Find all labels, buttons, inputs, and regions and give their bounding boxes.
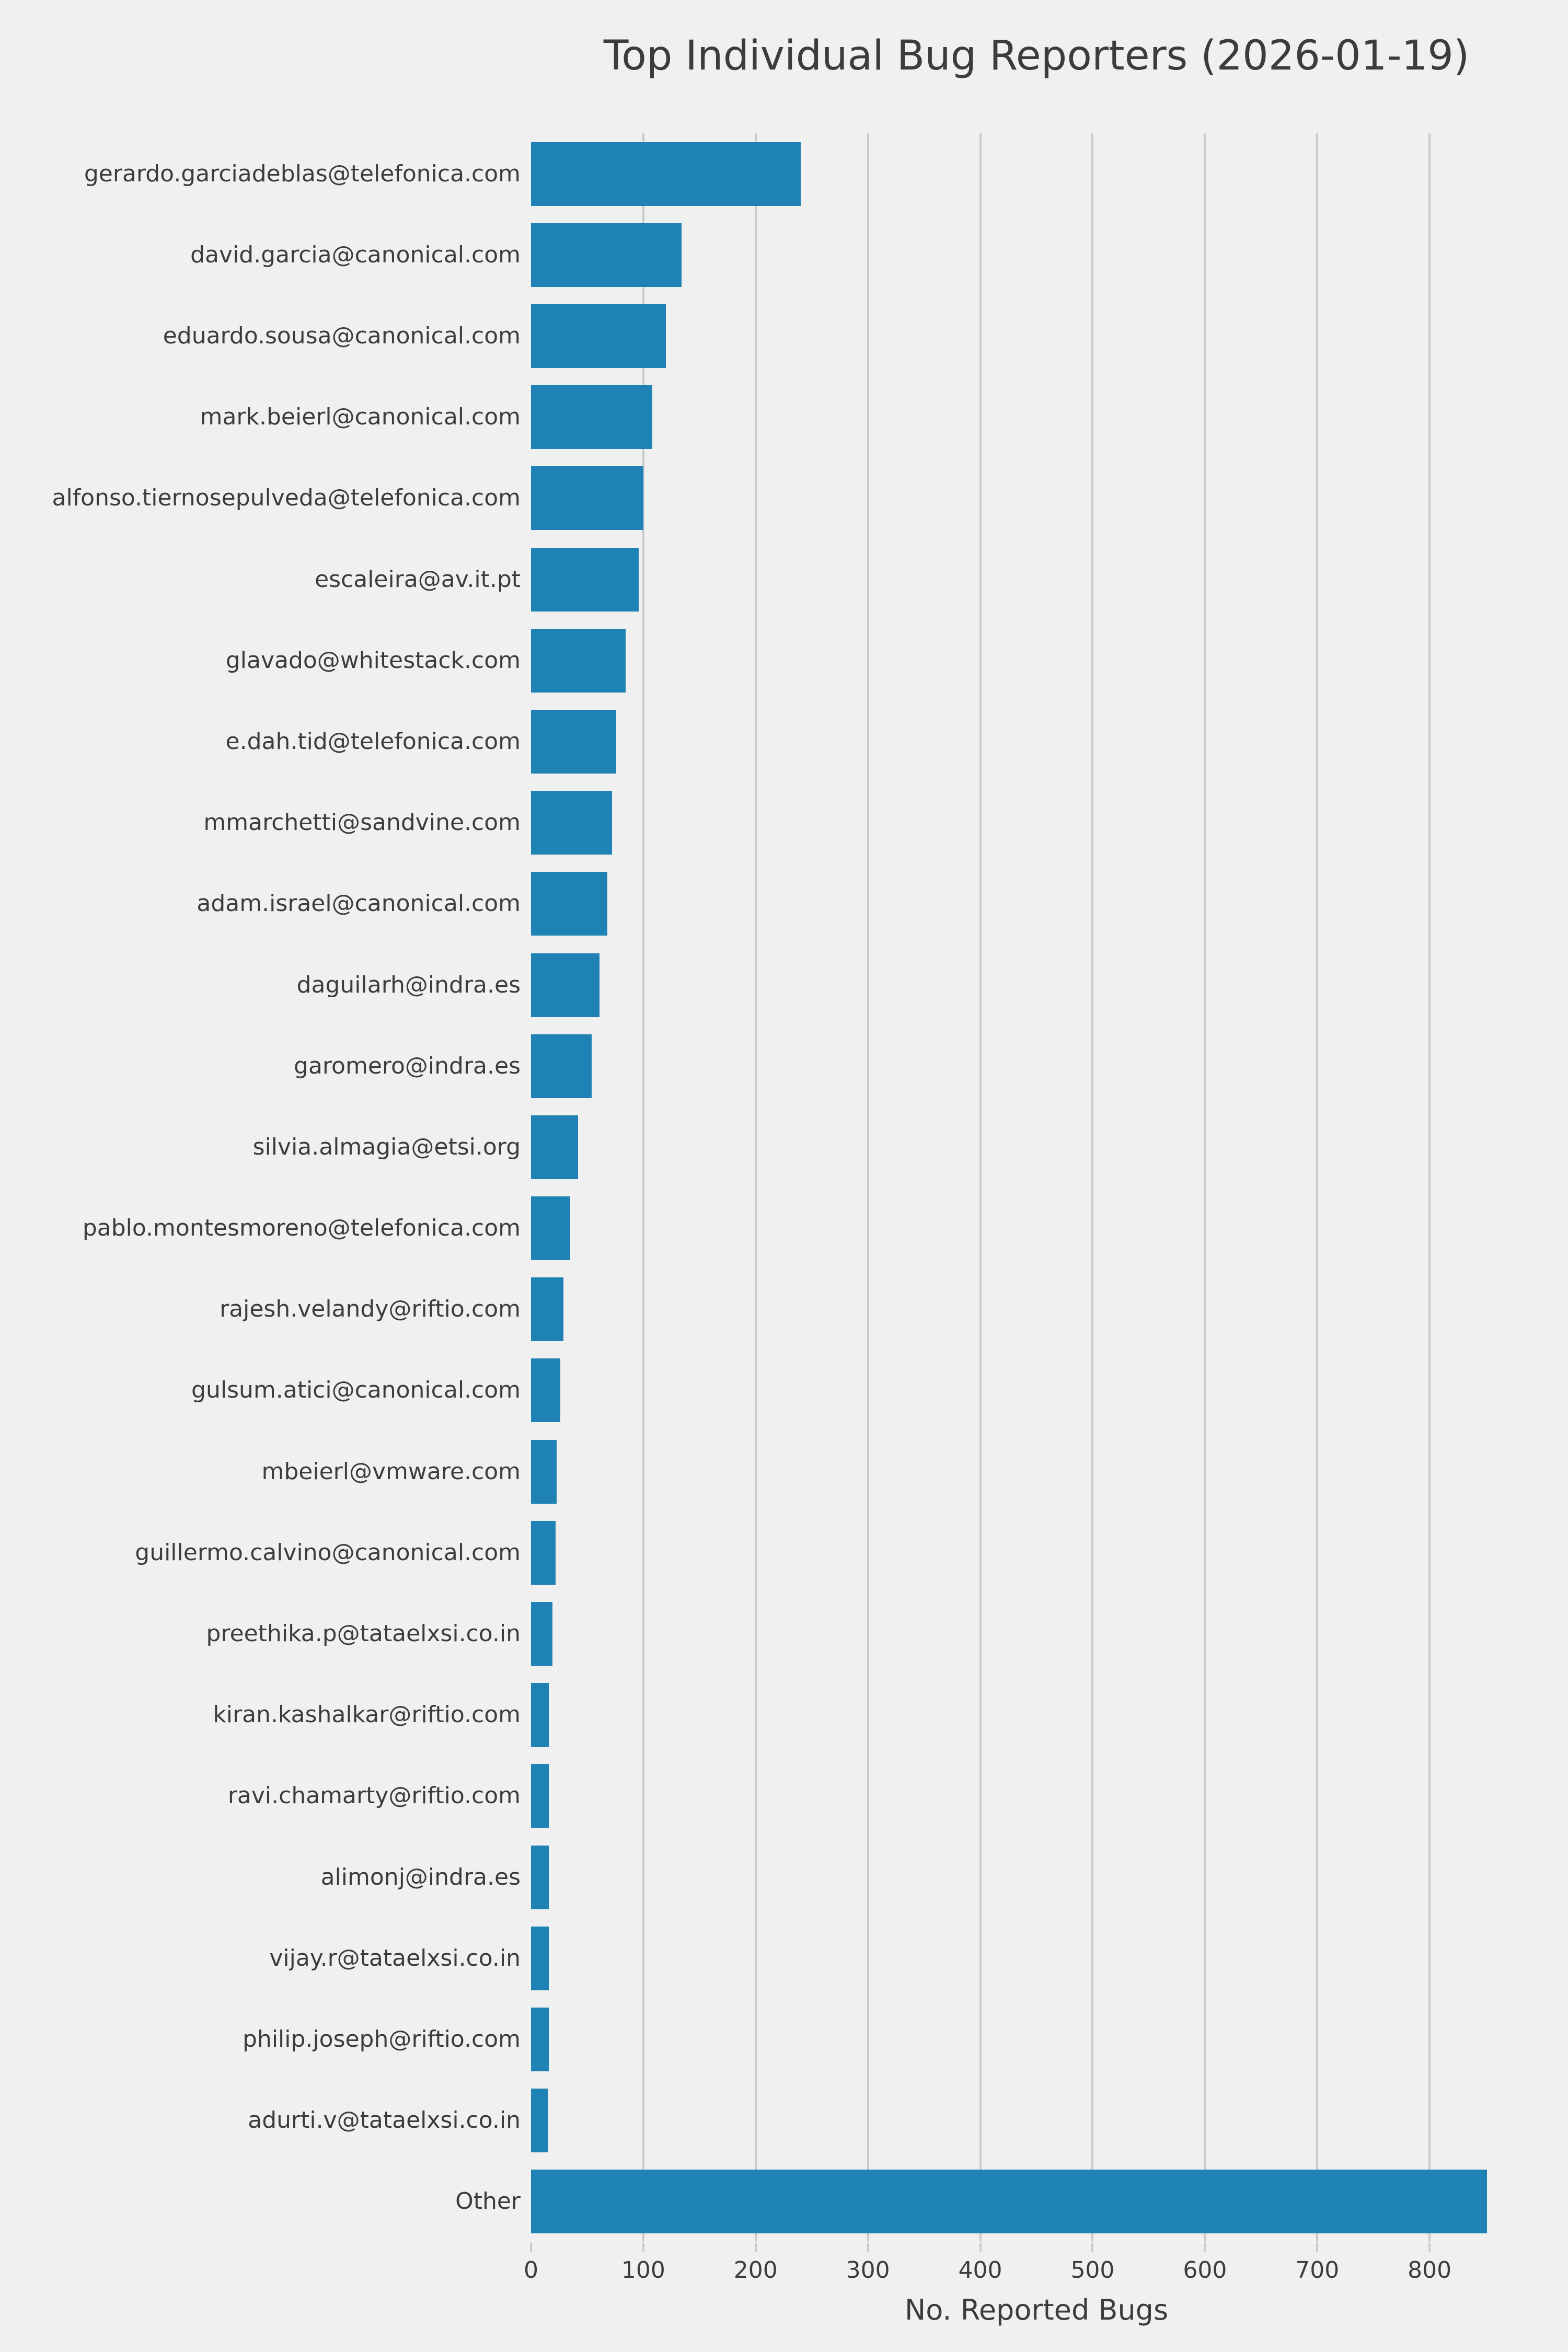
- bar-reporter: [531, 629, 626, 693]
- y-tick-label: garomero@indra.es: [294, 1052, 521, 1079]
- gridline: [642, 133, 644, 2242]
- bar-reporter: [531, 1764, 549, 1828]
- x-tick-label: 0: [524, 2257, 538, 2284]
- y-tick-label: adurti.v@tataelxsi.co.in: [248, 2107, 521, 2134]
- bar-reporter: [531, 385, 652, 449]
- y-tick-label: guillermo.calvino@canonical.com: [135, 1539, 521, 1566]
- y-tick-label: e.dah.tid@telefonica.com: [225, 728, 521, 755]
- x-axis-label: No. Reported Bugs: [904, 2293, 1169, 2326]
- bar-reporter: [531, 953, 599, 1017]
- y-tick-label: preethika.p@tataelxsi.co.in: [206, 1620, 521, 1647]
- bar-reporter: [531, 1927, 549, 1990]
- y-tick-label: silvia.almagia@etsi.org: [252, 1133, 521, 1160]
- x-tick: [867, 2243, 869, 2252]
- gridline: [755, 133, 757, 2242]
- bar-reporter: [531, 1277, 563, 1341]
- bar-other: [531, 2170, 1487, 2233]
- bar-reporter: [531, 2089, 548, 2152]
- bar-reporter: [531, 1115, 578, 1179]
- chart-title: Top Individual Bug Reporters (2026-01-19): [603, 32, 1470, 79]
- bar-reporter: [531, 791, 612, 855]
- bar-reporter: [531, 1196, 570, 1260]
- bar-reporter: [531, 1521, 556, 1585]
- bar-reporter: [531, 1358, 560, 1422]
- y-tick-label: mark.beierl@canonical.com: [200, 403, 521, 431]
- gridline: [1428, 133, 1431, 2242]
- x-tick-label: 300: [846, 2257, 890, 2284]
- x-tick-label: 800: [1408, 2257, 1452, 2284]
- x-tick: [1204, 2243, 1206, 2252]
- bar-reporter: [531, 1846, 549, 1909]
- gridline: [1316, 133, 1318, 2242]
- bar-reporter: [531, 223, 682, 287]
- bar-reporter: [531, 1034, 592, 1098]
- x-tick: [1428, 2243, 1431, 2252]
- y-tick-label: philip.joseph@riftio.com: [243, 2026, 521, 2053]
- y-tick-label: kiran.kashalkar@riftio.com: [213, 1701, 521, 1728]
- x-tick: [1316, 2243, 1318, 2252]
- x-tick-label: 400: [958, 2257, 1002, 2284]
- bar-reporter: [531, 142, 801, 206]
- y-tick-label: alfonso.tiernosepulveda@telefonica.com: [52, 485, 521, 512]
- y-tick-label: Other: [455, 2188, 521, 2215]
- bar-reporter: [531, 1683, 549, 1747]
- bar-reporter: [531, 548, 639, 612]
- y-tick-label: ravi.chamarty@riftio.com: [227, 1782, 521, 1809]
- x-tick-label: 200: [733, 2257, 778, 2284]
- y-tick-label: mmarchetti@sandvine.com: [203, 809, 521, 836]
- gridline: [979, 133, 982, 2242]
- y-tick-label: eduardo.sousa@canonical.com: [163, 322, 521, 349]
- y-tick-label: alimonj@indra.es: [320, 1863, 521, 1890]
- plot-area: [531, 133, 1542, 2242]
- gridline: [867, 133, 869, 2242]
- x-tick-label: 100: [621, 2257, 665, 2284]
- x-tick-label: 700: [1295, 2257, 1340, 2284]
- bar-reporter: [531, 466, 643, 530]
- y-tick-label: gulsum.atici@canonical.com: [191, 1377, 521, 1404]
- y-tick-label: pablo.montesmoreno@telefonica.com: [82, 1215, 521, 1242]
- bar-reporter: [531, 872, 607, 936]
- y-tick-label: david.garcia@canonical.com: [190, 241, 521, 268]
- y-tick-label: rajesh.velandy@riftio.com: [220, 1296, 521, 1323]
- y-tick-label: adam.israel@canonical.com: [197, 890, 521, 917]
- y-tick-label: gerardo.garciadeblas@telefonica.com: [84, 160, 521, 187]
- x-tick-label: 600: [1183, 2257, 1227, 2284]
- gridline: [1091, 133, 1093, 2242]
- x-tick: [642, 2243, 644, 2252]
- y-tick-label: daguilarh@indra.es: [296, 971, 521, 998]
- gridline: [1204, 133, 1206, 2242]
- x-tick-label: 500: [1070, 2257, 1115, 2284]
- bar-reporter: [531, 1602, 552, 1666]
- y-tick-label: vijay.r@tataelxsi.co.in: [269, 1944, 521, 1971]
- y-tick-label: escaleira@av.it.pt: [315, 566, 521, 593]
- x-tick: [530, 2243, 532, 2252]
- y-tick-label: glavado@whitestack.com: [225, 647, 521, 674]
- y-tick-label: mbeierl@vmware.com: [261, 1458, 521, 1485]
- x-tick: [979, 2243, 982, 2252]
- bar-reporter: [531, 710, 616, 774]
- x-tick: [1091, 2243, 1093, 2252]
- x-tick: [755, 2243, 757, 2252]
- bar-reporter: [531, 304, 666, 368]
- bar-reporter: [531, 1440, 557, 1504]
- bar-reporter: [531, 2008, 549, 2071]
